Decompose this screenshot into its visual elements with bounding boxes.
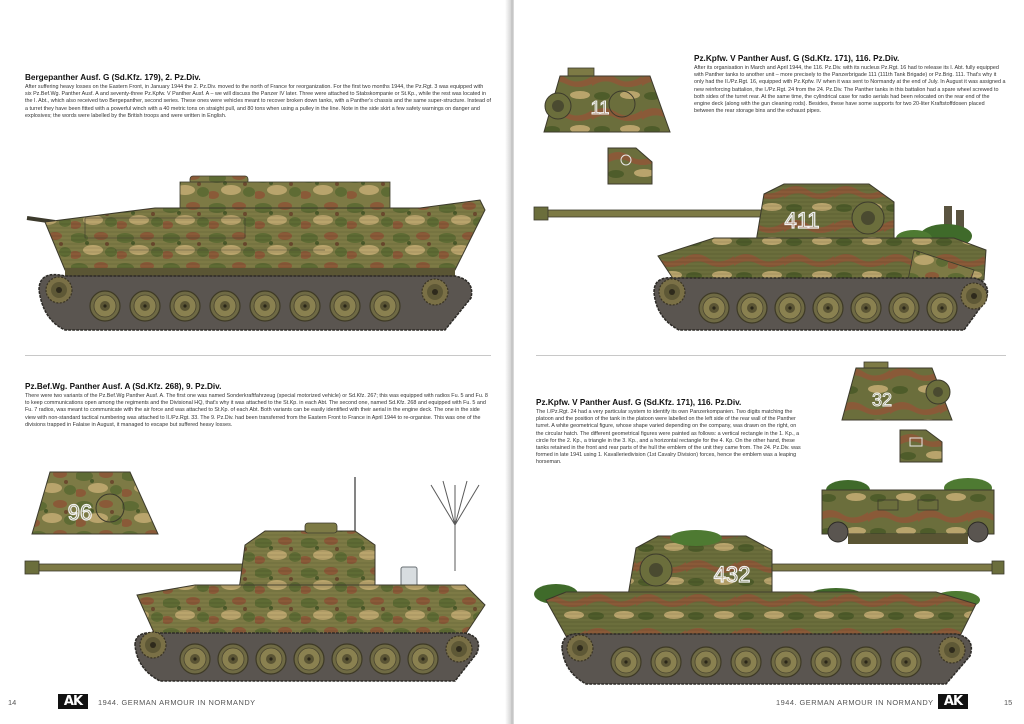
ak-logo: AK: [58, 694, 88, 709]
panther-432-turret-number: 32: [871, 390, 893, 410]
section-body-panther-411: After its organisation in March and April 1944, the 116. Pz.Div. with its nucleus Pz.Rgt. 16 had to release its I. Abt. fully equipped with Panther tanks to another unit – more precisely to the Panzerbrigade 111 (111th Tank Brigade) or Pz.Brig. 111. That's why it only had the II./Pz.Rgt. 16, equipped with Pz.Kpfw. IV when it was sent to Normandy at the end of July. In August it was assigned a new reinforcing battalion, the I./Pz.Rgt. 24 from the 24. Pz.Div. The Panther tanks in this battalion had a spare wheel screwed to both sides of the turret rear. At the same time, the cylindrical case for radio aerials had been relocated on the rear end of the engine deck (along with the gun cleaning rods). Besides, these have some supports for two 20-liter Kraftstoffdosen placed between the rear storage bins and the exhaust pipes.: [694, 65, 1006, 115]
section-title-bergepanther: Bergepanther Ausf. G (Sd.Kfz. 179), 2. Pz.Div.: [25, 73, 201, 82]
bergepanther-illustration: [25, 170, 495, 340]
section-body-panther-432: The I./Pz.Rgt. 24 had a very particular system to identify its own Panzerkompanien. Two digits matching the platoon and the position of the tank in the platoon were labelled on the left side of the rear wall of the Panther turret. A white geometrical figure, whose shape varied depending on the company, was drawn on the right, on the circular hatch. The different geometrical figures were painted as follows: a vertical rectangle in the 1. Kp., a circle for the 2. Kp., a triangle in the 3. Kp., and a horizontal rectangle for the 4. Kp. On the other hand, these tanks retained in the front and rear parts of the hull the emblem of the unit they came from. The 24. Pz.Div. was formed in late 1941 using 1. Kavalleriedivision (1st Cavalry Division) forces, hence the emblem was a leaping horseman.: [536, 409, 801, 466]
section-divider: [25, 355, 491, 356]
panther-411-turret-number: 11: [590, 98, 610, 118]
befwg-turret-number: 96: [67, 500, 93, 525]
section-title-panther-432: Pz.Kpfw. V Panther Ausf. G (Sd.Kfz. 171), 116. Pz.Div.: [536, 398, 742, 407]
panther-432-tank-number: 432: [713, 562, 751, 587]
befwg-panther-illustration: [25, 445, 495, 685]
panther-411-illustration: [534, 180, 1014, 340]
ak-logo-right: AK: [938, 694, 968, 709]
section-title-befwg: Pz.Bef.Wg. Panther Ausf. A (Sd.Kfz. 268), 9. Pz.Div.: [25, 382, 222, 391]
page-number-right: 15: [1004, 698, 1013, 707]
footer-title-left: 1944. GERMAN ARMOUR IN NORMANDY: [98, 698, 256, 707]
page-number-left: 14: [8, 698, 17, 707]
left-page: [0, 0, 510, 724]
panther-411-tank-number: 411: [784, 208, 820, 233]
right-page: [514, 0, 1024, 724]
section-body-befwg: There were two variants of the Pz.Bef.Wg Panther Ausf. A. The first one was named Sonderkraftfahrzeug (special motorized vehicle) or Sd.Kfz. 267; this was equipped with radios Fu. 5 and Fu. 8 to keep communications open among the regiments and the Divisional HQ, that's why it was attached to the St.Kp. in each Abt. The second one, named Sd.Kfz. 268 and equipped with Fu. 5 and Fu. 7 radios, was meant to communicate with the air force and was attached to St.Kp. of each Abt. Both variants can be easily identified with their aerial in the engine deck. The one in the side view with non-standard tactical numbering was attached to II./Pz.Rgt. 33. The 9. Pz.Div. had been transferred from the Eastern Front to France in April 1944 to re-organise. This was one of the divisions trapped in Falaise in August, it managed to escape but suffered heavy losses.: [25, 393, 488, 428]
section-title-panther-411: Pz.Kpfw. V Panther Ausf. G (Sd.Kfz. 171), 116. Pz.Div.: [694, 54, 900, 63]
panther-432-turret-rear-illustration: [840, 362, 960, 422]
section-body-bergepanther: After suffering heavy losses on the Eastern Front, in January 1944 the 2. Pz.Div. moved to the north of France for reorganization. For the first two months 1944, the Pz.Rgt. 3 was equipped with six Pz.Bef.Wg. Panther Ausf. A and seventy-three Pz.Kpfw. V Panther Ausf. A – we will discuss the Panzer IV later. Three were attached to Stabskompanie or St.Kp., while the rest was located in the I. Abt., which also received two Bergepanther, second series. These ones were vehicles meant to recover broken down tanks, with a Panther's chassis and the same super-structure. Instead of a turret they have been fitted with a powerful winch with a 40 metric tons on straight pull, and 80 tons when using a pulley in the line. Note in the side skirt a few safety warnings on danger and explosives; the words were labelled by the British troops and were written in English.: [25, 84, 491, 119]
panther-411-turret-rear-illustration: [542, 68, 672, 134]
panther-432-illustration: [536, 520, 1006, 690]
footer-title-right: 1944. GERMAN ARMOUR IN NORMANDY: [776, 698, 934, 707]
panther-432-hatch-illustration: [898, 428, 944, 464]
section-divider-right: [536, 355, 1006, 356]
